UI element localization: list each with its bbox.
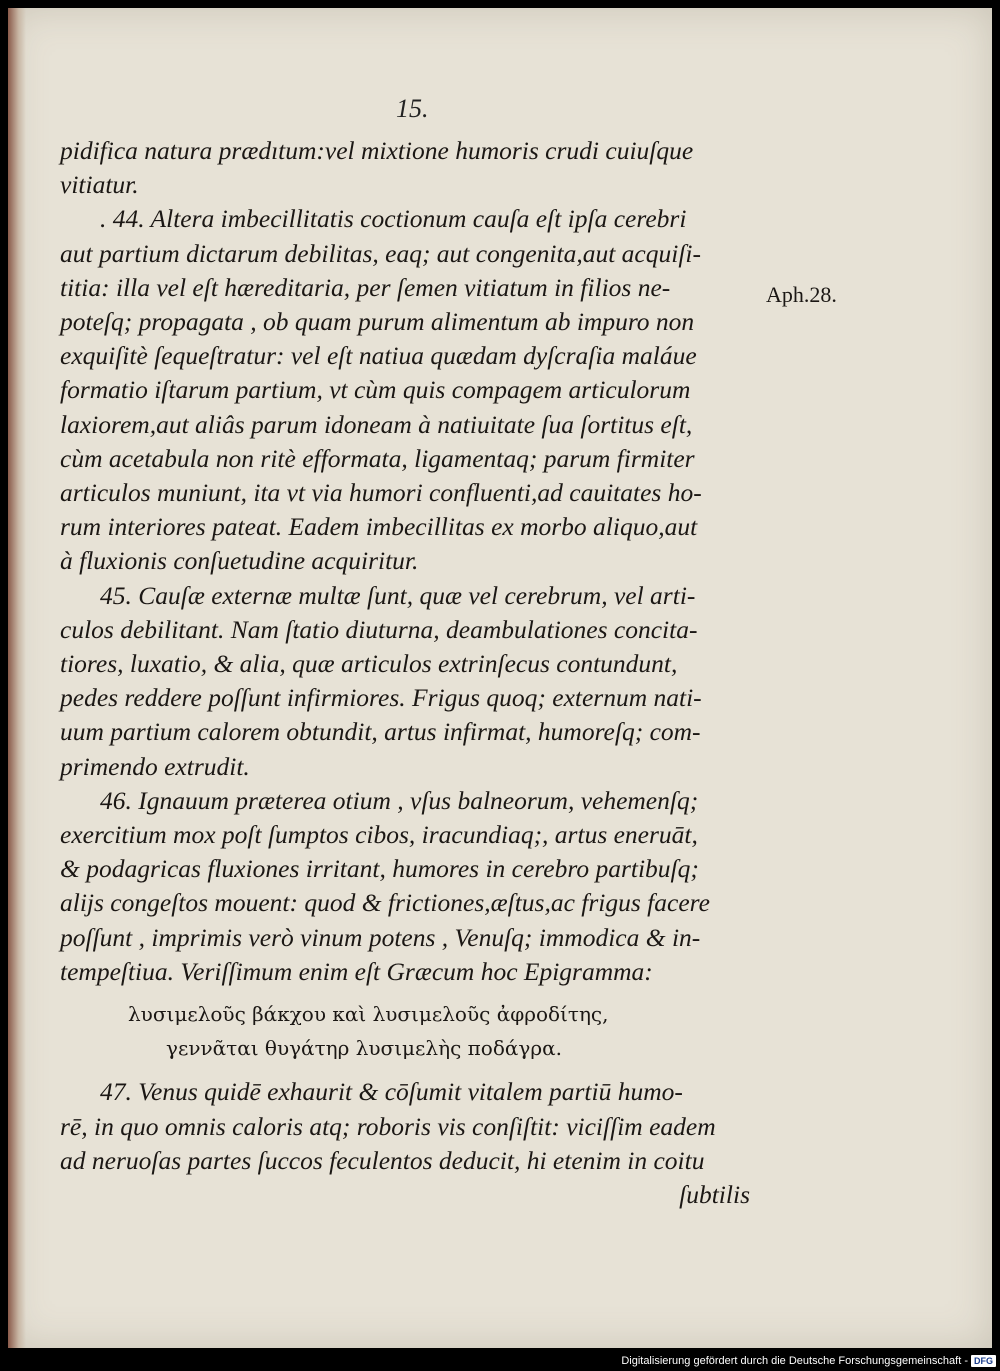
text-line: à fluxionis conſuetudine acquiritur. xyxy=(60,546,419,576)
text-line: 46. Ignauum præterea otium , vſus balneorum, vehemenſq; xyxy=(100,785,699,815)
text-line: aut partium dictarum debilitas, eaq; aut congenita,aut acquiſi- xyxy=(60,238,701,268)
text-line: laxiorem,aut aliâs parum idoneam à natiuitate ſua ſortitus eſt, xyxy=(60,409,693,439)
body-text xyxy=(60,134,750,1212)
text-line: primendo extrudit. xyxy=(60,751,250,781)
text-line: exercitium mox poſt ſumptos cibos, iracundiaq;, artus eneruāt, xyxy=(60,820,698,850)
text-line: . 44. Altera imbecillitatis coctionum cauſa eſt ipſa cerebri xyxy=(100,204,687,234)
text-line: & podagricas fluxiones irritant, humores in cerebro partibuſq; xyxy=(60,854,699,884)
text-line: tiores, luxatio, & alia, quæ articulos extrinſecus contundunt, xyxy=(60,649,678,679)
greek-epigram-line: γεννᾶται θυγάτηρ λυσιμελὴς ποδάγρα. xyxy=(166,1036,562,1061)
text-line: vitiatur. xyxy=(60,170,139,200)
text-line: articulos muniunt, ita vt via humori confluenti,ad cauitates ho- xyxy=(60,478,702,508)
book-spine xyxy=(8,8,26,1348)
text-line: pidifica natura prædıtum:vel mixtione humoris crudi cuiuſque xyxy=(60,136,694,165)
text-line: formatio iſtarum partium, vt cùm quis compagem articulorum xyxy=(60,375,691,405)
text-line: 45. Cauſæ externæ multæ ſunt, quæ vel cerebrum, vel arti- xyxy=(100,580,696,610)
text-line: poteſq; propagata , ob quam purum alimentum ab impuro non xyxy=(60,307,695,337)
text-line: 47. Venus quidē exhaurit & cōſumit vitalem partiū humo- xyxy=(100,1077,683,1107)
text-line: tempeſtiua. Veriſſimum enim eſt Græcum hoc Epigramma: xyxy=(60,956,653,986)
digitization-credit xyxy=(621,1351,996,1371)
greek-epigram-line: λυσιμελοῦς βάκχου καὶ λυσιμελοῦς ἀφροδίτης, xyxy=(128,1002,609,1027)
catchword: ſubtilis xyxy=(679,1180,750,1210)
text-line: rum interiores pateat. Eadem imbecillitas ex morbo aliquo,aut xyxy=(60,512,698,542)
text-line: pedes reddere poſſunt infirmiores. Frigus quoq; externum nati- xyxy=(60,683,702,713)
text-line: titia: illa vel eſt hæreditaria, per ſemen vitiatum in filios ne- xyxy=(60,272,671,302)
text-line: cùm acetabula non ritè efformata, ligamentaq; parum firmiter xyxy=(60,443,695,473)
credit-text: Digitalisierung gefördert durch die Deutsche Forschungsgemeinschaft - xyxy=(621,1355,968,1367)
text-line: rē, in quo omnis caloris atq; roboris vis conſiſtit: viciſſim eadem xyxy=(60,1111,716,1141)
page-number: 15. xyxy=(396,94,429,123)
text-line: poſſunt , imprimis verò vinum potens , Venuſq; immodica & in- xyxy=(60,922,701,952)
dfg-logo: DFG xyxy=(971,1355,996,1367)
book-page xyxy=(8,8,992,1348)
text-line: ad neruoſas partes ſuccos feculentos deducit, hi etenim in coitu xyxy=(60,1145,705,1175)
text-line: alijs congeſtos mouent: quod & frictiones,æſtus,ac frigus facere xyxy=(60,888,710,918)
text-line: uum partium calorem obtundit, artus infirmat, humoreſq; com- xyxy=(60,717,701,747)
margin-note: Aph.28. xyxy=(766,282,837,307)
text-line: exquiſitè ſequeſtratur: vel eſt natiua quædam dyſcraſia maláue xyxy=(60,341,697,371)
text-line: culos debilitant. Nam ſtatio diuturna, deambulationes concita- xyxy=(60,614,698,644)
